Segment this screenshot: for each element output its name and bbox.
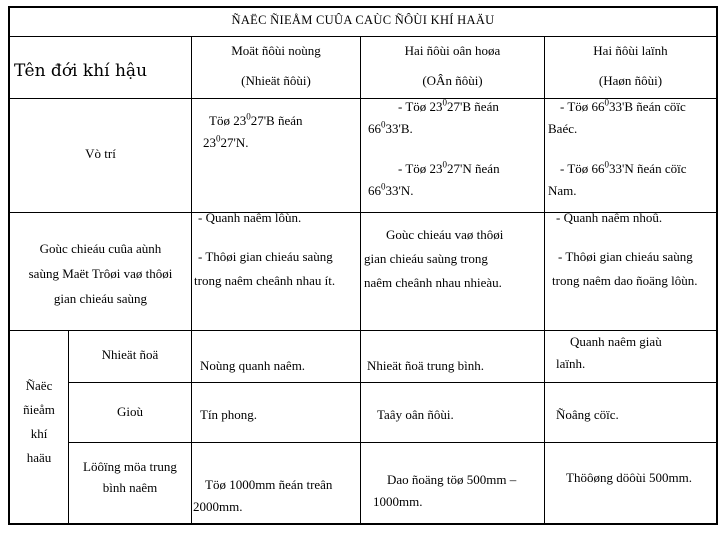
hot-zone-position-line2: $23^027'N$. [203,133,249,150]
temperature-cold-line2: laïnh. [556,356,586,371]
climate-group-line2: ñieåm [23,402,55,417]
rainfall-temperate-line2: 1000mm. [373,494,423,509]
temperate-position-north-line2: $66^033'B$. [368,119,413,136]
table-title: ÑAËC ÑIEÅM CUÛA CAÙC ÑÔÙI KHÍ HAÄU [231,13,495,27]
sun-angle-label [10,236,191,311]
rainfall-label [69,456,191,498]
rule-bottom [8,523,718,525]
cold-zone-header-name: Hai ñôùi laïnh [593,43,668,58]
sun-angle-label-line3: gian chieáu saùng [53,291,148,306]
temperate-sun-angle-line1: Goùc chieáu vaø thôøi [386,227,504,242]
rainfall-hot-line2: 2000mm. [193,499,243,514]
position-label: Vò trí [85,146,116,161]
cold-sun-angle-line1: - Quanh naêm nhoû. [556,210,663,225]
hot-sun-angle-line2: - Thôøi gian chieáu saùng [198,249,333,264]
temperate-sun-angle-line3: naêm cheânh nhau nhieàu. [364,275,502,290]
cold-zone-sun-angle [552,206,698,293]
temperature-temperate: Nhieät ñoä trung bình. [367,358,484,373]
sun-angle-label-line1: Goùc chieáu cuûa aùnh [39,241,162,256]
temperate-zone-sun-angle [364,223,503,295]
temperate-zone-header-name: Hai ñôùi oân hoøa [404,43,501,58]
rule-top [8,6,718,8]
cold-sun-angle-line3: trong naêm dao ñoäng lôùn. [552,273,698,288]
climate-group-label [10,374,68,470]
rainfall-label-line1: Löôïng möa trung [83,459,177,474]
temperate-zone-header [361,40,544,92]
hot-zone-header [192,40,360,92]
temperate-position-north-line1: - Töø $23^027'B$ ñeán [398,97,499,114]
wind-temperate: Taây oân ñôùi. [377,407,454,422]
wind-label: Gioù [117,404,143,419]
cold-zone-header-sub: (Haøn ñôùi) [598,73,663,88]
cold-zone-position-south [548,158,686,202]
rule-under-temperature [68,382,718,383]
wind-cold: Ñoâng cöïc. [556,407,619,422]
temperature-label: Nhieät ñoä [101,347,159,362]
rainfall-cold: Thöôøng döôùi 500mm. [566,470,693,485]
hot-zone-header-sub: (Nhieät ñôùi) [241,73,311,88]
rule-under-title [8,36,718,37]
climate-group-line1: Ñaëc [25,378,53,393]
climate-group-line3: khí [30,426,48,441]
temperate-position-south-line1: - Töø $23^027'N$ ñeán [398,159,500,176]
temperature-cold-line1: Quanh naêm giaù [570,334,662,349]
rainfall-temperate [373,469,516,513]
climate-group-line4: haäu [26,450,52,465]
hot-zone-header-name: Moät ñôùi noùng [231,43,321,58]
rule-hot-column [360,37,361,524]
temperate-zone-header-sub: (OÂn ñôùi) [422,73,483,88]
temperate-zone-position-south [368,158,500,202]
cold-zone-position-north [548,96,686,140]
hot-zone-position-line1: Töø $23^027'B$ ñeán [209,111,303,128]
rainfall-hot [193,474,332,518]
temperature-hot: Noùng quanh naêm. [200,358,306,373]
hot-sun-angle-line1: - Quanh naêm lôùn. [198,210,302,225]
cold-position-north-line1: - Töø $66^033'B$ ñeán cöïc [560,97,686,114]
cold-position-south-line1: - Töø $66^033'N$ ñeán cöïc [560,159,687,176]
cold-position-south-line2: Nam. [548,183,577,198]
hot-sun-angle-line3: trong naêm cheânh nhau ít. [194,273,336,288]
sun-angle-label-line2: saùng Maët Trôøi vaø thôøi [28,266,173,281]
rule-right [716,6,718,525]
temperate-sun-angle-line2: gian chieáu saùng trong [364,251,488,266]
hot-zone-position [203,110,303,154]
rule-under-wind [68,442,718,443]
rule-label-column [191,37,192,524]
rainfall-temperate-line1: Dao ñoäng töø 500mm – [387,472,517,487]
zone-name-label: Tên đới khí hậu [14,61,148,81]
wind-hot: Tín phong. [200,407,258,422]
hot-zone-sun-angle [194,206,335,293]
cold-position-north-line2: Baéc. [548,121,578,136]
cold-sun-angle-line2: - Thôøi gian chieáu saùng [558,249,693,264]
rule-temperate-column [544,37,545,524]
temperate-position-south-line2: $66^033'N$. [368,181,414,198]
cold-zone-header [545,40,716,92]
rainfall-label-line2: bình naêm [102,480,158,495]
temperate-zone-position-north [368,96,499,140]
temperature-cold [556,331,662,375]
rainfall-hot-line1: Töø 1000mm ñeán treân [205,477,333,492]
